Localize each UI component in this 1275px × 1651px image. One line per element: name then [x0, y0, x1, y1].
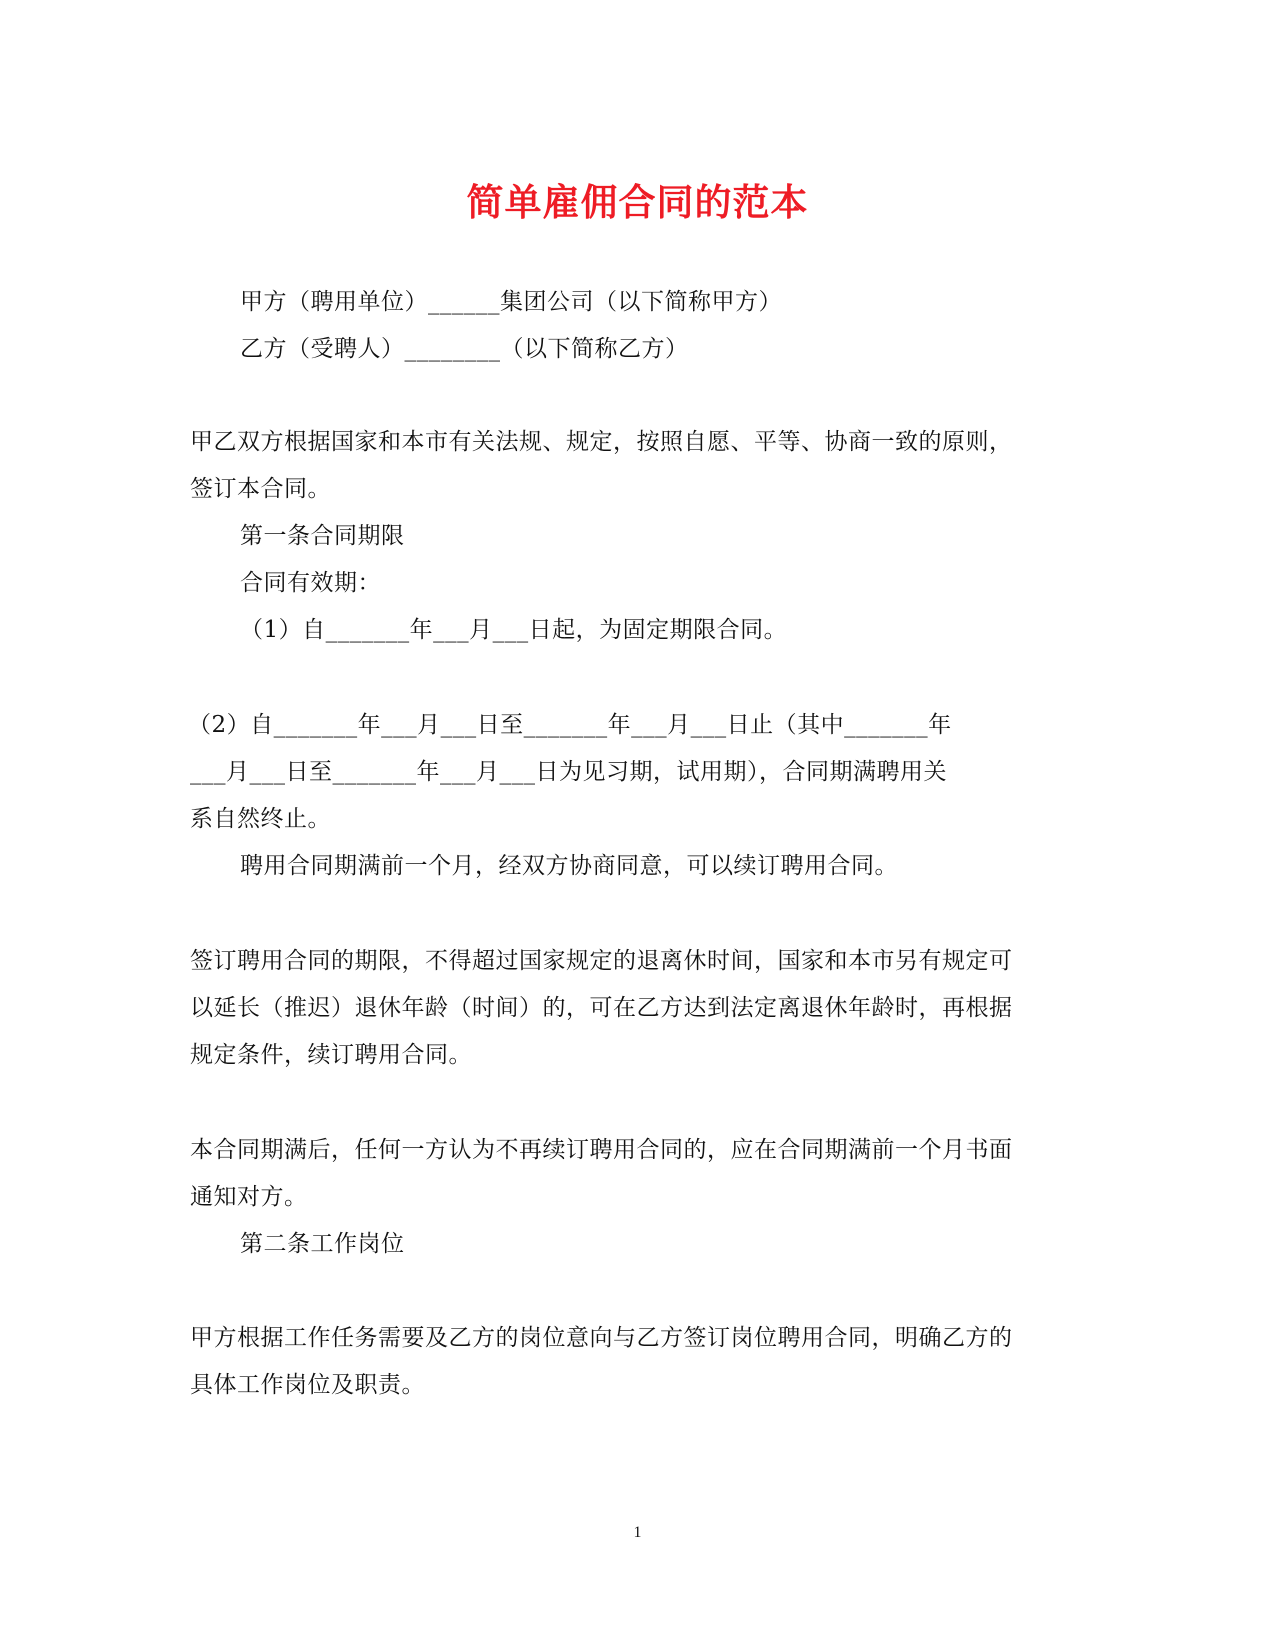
- document-title: 简单雇佣合同的范本: [466, 180, 809, 224]
- term-limit-line-2: 以延长（推迟）退休年龄（时间）的，可在乙方达到法定离退休年龄时，再根据: [190, 995, 1013, 1021]
- clause-1-line: （1）自_______年___月___日起，为固定期限合同。: [240, 617, 788, 643]
- term-limit-line-1: 签订聘用合同的期限，不得超过国家规定的退离休时间，国家和本市另有规定可: [190, 948, 1013, 974]
- page-number: 1: [633, 1524, 642, 1541]
- preamble-line-1: 甲乙双方根据国家和本市有关法规、规定，按照自愿、平等、协商一致的原则，: [190, 429, 1013, 455]
- article-2-heading: 第二条工作岗位: [240, 1231, 405, 1257]
- clause-2-line-3: 系自然终止。: [190, 806, 331, 832]
- term-limit-line-3: 规定条件，续订聘用合同。: [190, 1042, 472, 1068]
- clause-2-line-1: （2）自_______年___月___日至_______年___月___日止（其中_______年: [188, 712, 952, 738]
- article-1-heading: 第一条合同期限: [240, 523, 405, 549]
- position-line-2: 具体工作岗位及职责。: [190, 1372, 425, 1398]
- expiry-notice-line-1: 本合同期满后，任何一方认为不再续订聘用合同的，应在合同期满前一个月书面: [190, 1137, 1013, 1163]
- position-line-1: 甲方根据工作任务需要及乙方的岗位意向与乙方签订岗位聘用合同，明确乙方的: [190, 1325, 1013, 1351]
- expiry-notice-line-2: 通知对方。: [190, 1184, 308, 1210]
- party-b-line: 乙方（受聘人）________（以下简称乙方）: [240, 336, 689, 362]
- contract-validity-label: 合同有效期：: [240, 570, 381, 596]
- party-a-line: 甲方（聘用单位）______集团公司（以下简称甲方）: [240, 289, 782, 315]
- preamble-line-2: 签订本合同。: [190, 476, 331, 502]
- renewal-paragraph: 聘用合同期满前一个月，经双方协商同意，可以续订聘用合同。: [240, 853, 898, 879]
- clause-2-line-2: ___月___日至_______年___月___日为见习期，试用期），合同期满聘用关: [190, 759, 947, 785]
